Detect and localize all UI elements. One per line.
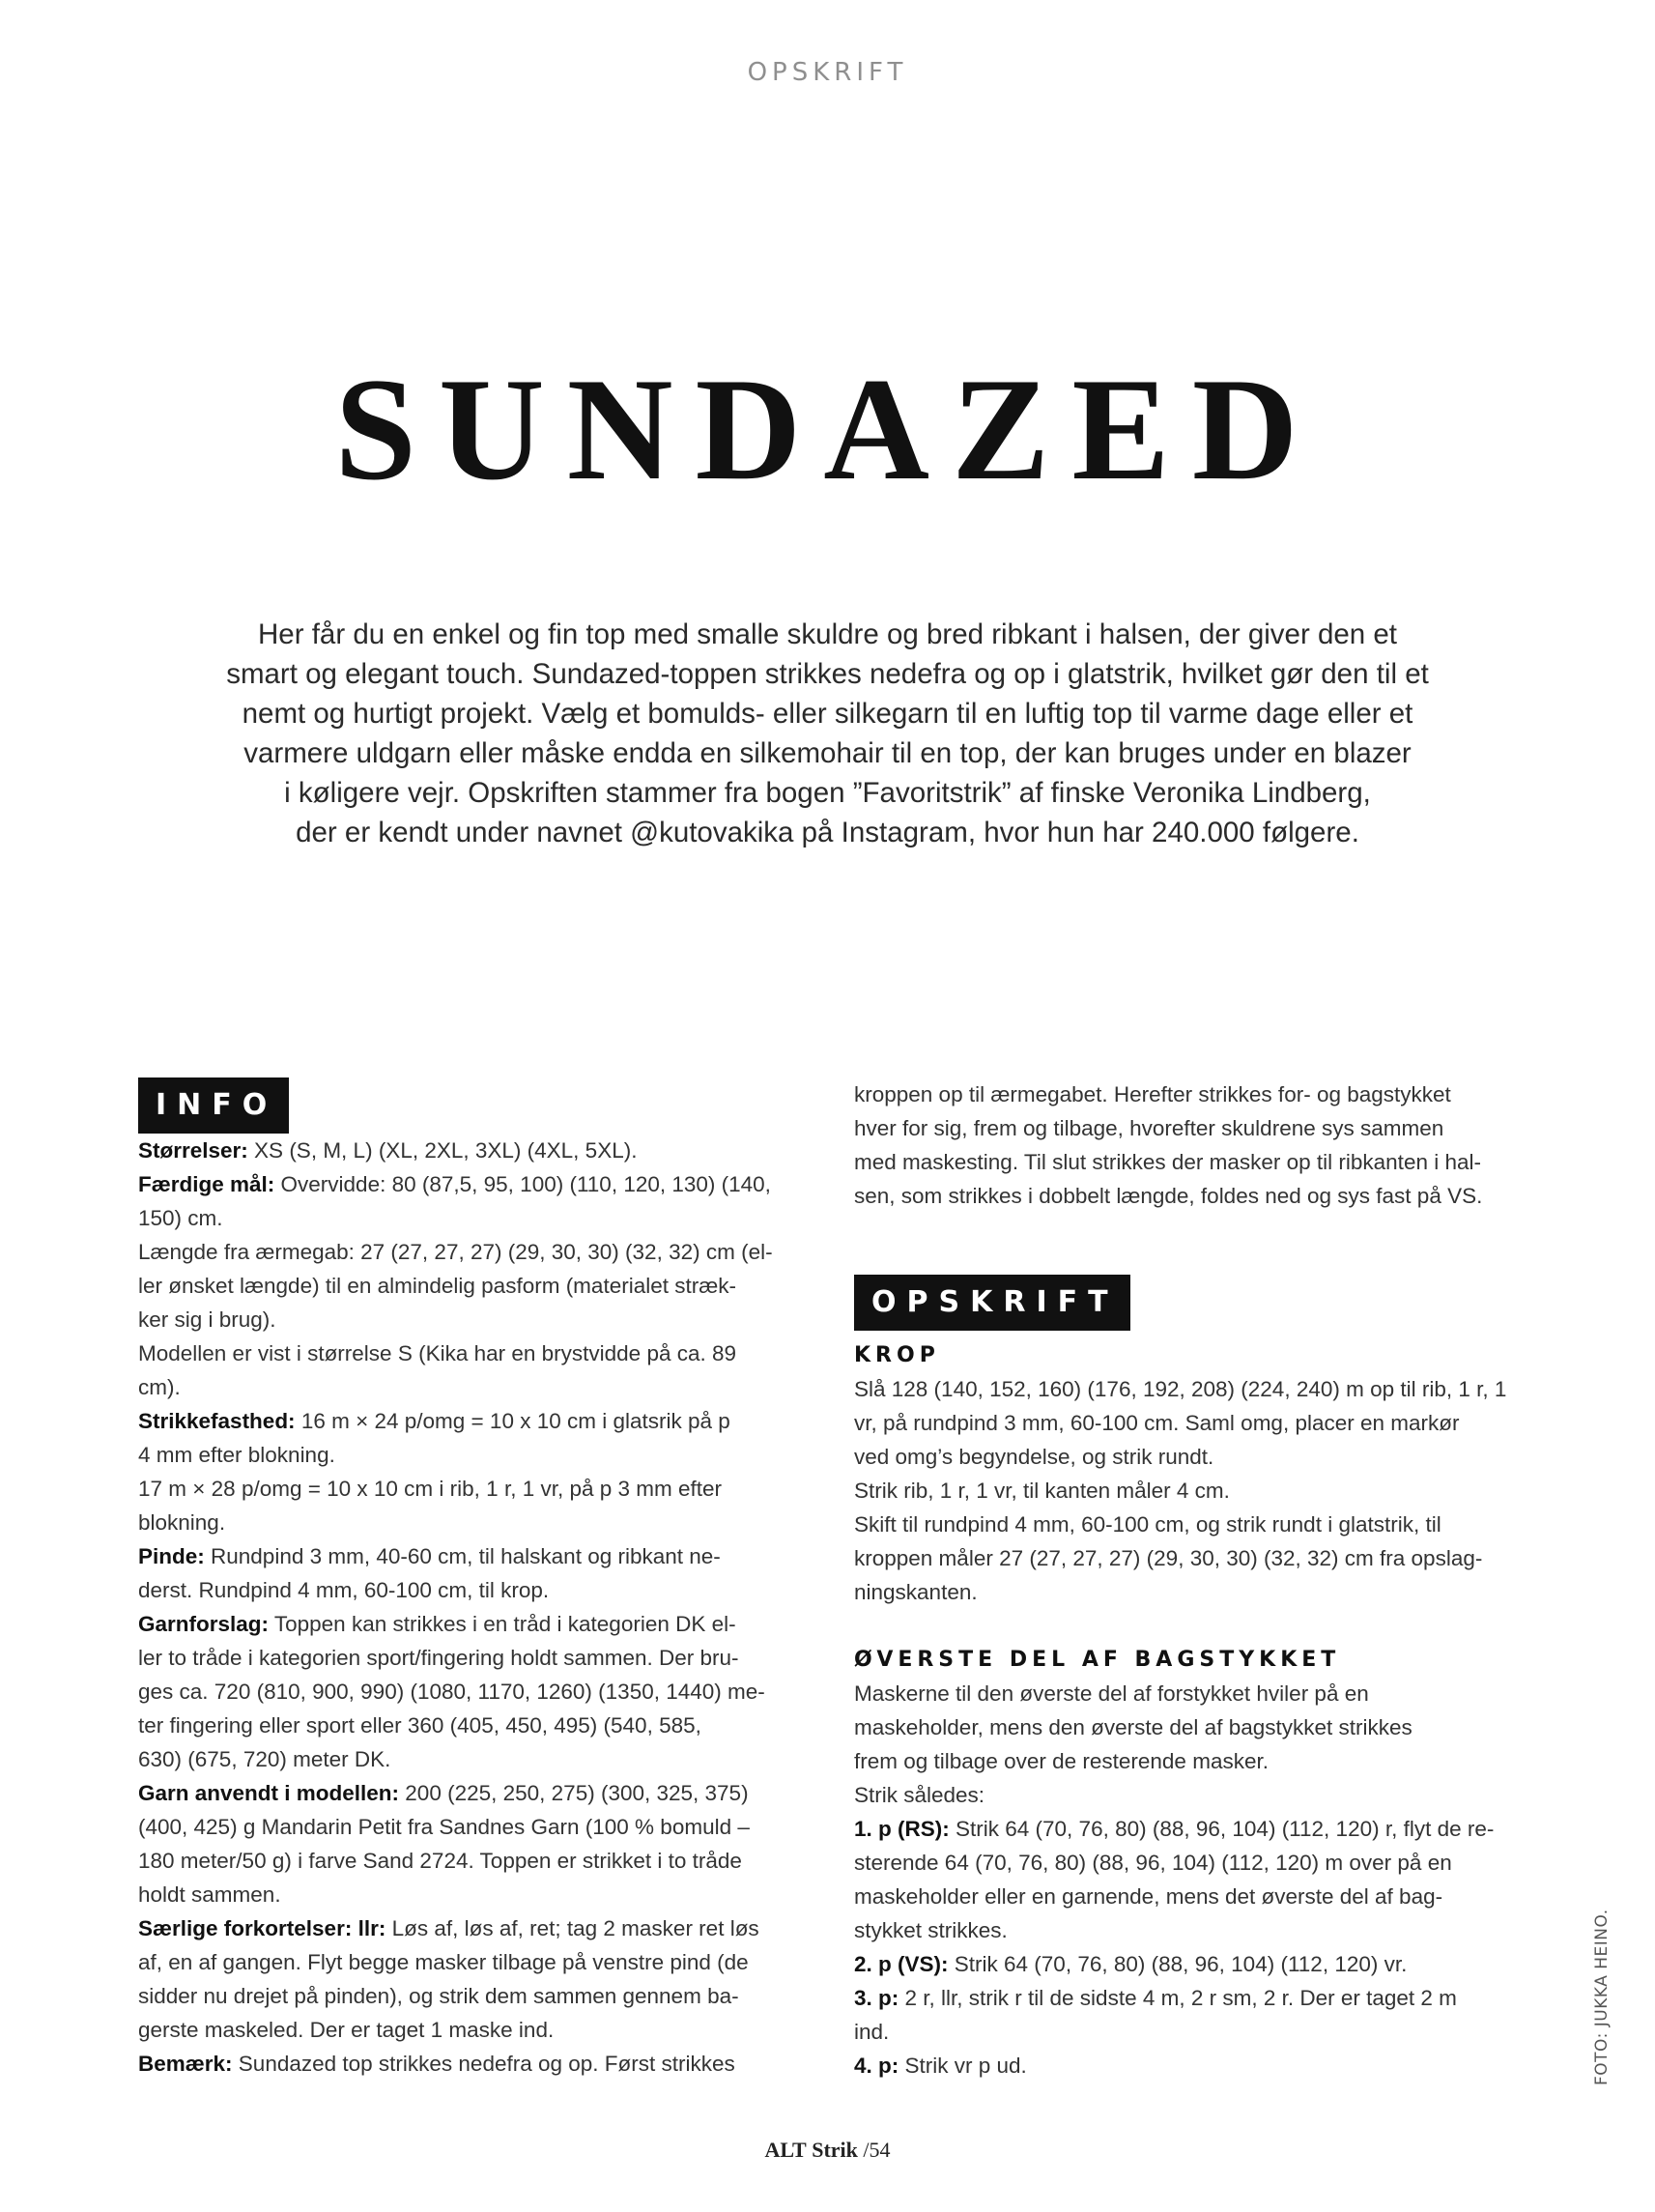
text-line — [854, 1947, 1530, 1981]
intro-line: nemt og hurtigt projekt. Vælg et bomulds- eller silkegarn til en luftig top til varme dage eller et — [242, 698, 1413, 730]
bold-term: Pinde: — [138, 1544, 205, 1568]
text-line — [138, 1776, 814, 1810]
line-text: 630) (675, 720) meter DK. — [138, 1747, 391, 1771]
line-text: ind. — [854, 2020, 890, 2044]
bold-term: Garn anvendt i modellen: — [138, 1781, 400, 1805]
text-line — [138, 1979, 814, 2013]
text-line — [138, 1844, 814, 1878]
text-line: ningskanten. — [854, 1580, 978, 1604]
info-text — [138, 1134, 814, 2081]
text-line — [138, 1675, 814, 1709]
text-line — [854, 1981, 1530, 2015]
line-text: cm). — [138, 1375, 181, 1399]
section-kicker: OPSKRIFT — [747, 58, 908, 87]
text-line — [138, 1134, 814, 1167]
bold-term: 2. p (VS): — [854, 1952, 949, 1976]
text-line — [138, 1742, 814, 1776]
text-line — [138, 1235, 814, 1269]
text-line — [854, 1812, 1530, 1846]
line-text: 180 meter/50 g) i farve Sand 2724. Toppen er strikket i to tråde — [138, 1849, 742, 1873]
text-line — [854, 1744, 1530, 1778]
info-column — [138, 1077, 814, 2081]
bold-term: 3. p: — [854, 1986, 899, 2010]
text-line — [138, 1945, 814, 1979]
text-line — [138, 1336, 814, 1370]
text-line — [854, 2015, 1530, 2049]
line-text: Overvidde: 80 (87,5, 95, 100) (110, 120, 130) (140, — [274, 1172, 771, 1196]
text-line — [138, 1303, 814, 1336]
text-line — [138, 1506, 814, 1539]
intro-line: varmere uldgarn eller måske endda en silkemohair til en top, der kan bruges under en blazer — [243, 737, 1412, 769]
bold-term: Garnforslag: — [138, 1612, 270, 1636]
line-text: 4 mm efter blokning. — [138, 1443, 335, 1467]
bagstykke-heading: ØVERSTE DEL AF BAGSTYKKET — [854, 1648, 1341, 1672]
intro-paragraph — [193, 615, 1462, 852]
line-text: 150) cm. — [138, 1206, 223, 1230]
line-text: Længde fra ærmegab: 27 (27, 27, 27) (29, 30, 30) (32, 32) cm (el- — [138, 1240, 773, 1264]
line-text: maskeholder eller en garnende, mens det øverste del af bag- — [854, 1884, 1443, 1909]
recipe-column — [854, 1077, 1530, 2083]
text-line — [138, 1472, 814, 1506]
line-text: Strik 64 (70, 76, 80) (88, 96, 104) (112, 120) r, flyt de re- — [949, 1817, 1495, 1841]
text-line: sen, som strikkes i dobbelt længde, foldes ned og sys fast på VS. — [854, 1184, 1483, 1208]
photo-credit: FOTO: JUKKA HEINO. — [1592, 1909, 1612, 2085]
intro-line: Her får du en enkel og fin top med smalle skuldre og bred ribkant i halsen, der giver den et — [257, 618, 1398, 650]
text-line — [138, 1641, 814, 1675]
text-line — [138, 1370, 814, 1404]
intro-line: i køligere vejr. Opskriften stammer fra bogen ”Favoritstrik” af finske Veronika Lindberg, — [284, 777, 1371, 809]
line-text: holdt sammen. — [138, 1882, 281, 1907]
line-text: sidder nu drejet på pinden), og strik dem sammen gennem ba- — [138, 1984, 739, 2008]
text-line — [138, 1539, 814, 1573]
bold-term: 4. p: — [854, 2054, 899, 2078]
text-line — [854, 1913, 1530, 1947]
text-line — [138, 1709, 814, 1742]
line-text: XS (S, M, L) (XL, 2XL, 3XL) (4XL, 5XL). — [247, 1138, 638, 1163]
line-text: blokning. — [138, 1510, 226, 1535]
page-footer — [0, 2138, 1655, 2163]
line-text: ler ønsket længde) til en almindelig pasform (materialet stræk- — [138, 1274, 736, 1298]
line-text: 17 m × 28 p/omg = 10 x 10 cm i rib, 1 r, 1 vr, på p 3 mm efter — [138, 1477, 723, 1501]
text-line: ved omg’s begyndelse, og strik rundt. — [854, 1445, 1214, 1469]
line-text: ker sig i brug). — [138, 1307, 276, 1332]
line-text: frem og tilbage over de resterende masker. — [854, 1749, 1269, 1773]
text-line — [138, 1438, 814, 1472]
text-line: kroppen måler 27 (27, 27, 27) (29, 30, 30) (32, 32) cm fra opslag- — [854, 1546, 1483, 1570]
line-text: Løs af, løs af, ret; tag 2 masker ret løs — [385, 1916, 759, 1940]
line-text: ges ca. 720 (810, 900, 990) (1080, 1170, 1260) (1350, 1440) me- — [138, 1680, 765, 1704]
text-line — [138, 2047, 814, 2081]
text-line — [138, 1878, 814, 1911]
intro-line: der er kendt under navnet @kutovakika på Instagram, hvor hun har 240.000 følgere. — [296, 817, 1359, 848]
text-line — [138, 1810, 814, 1844]
article-title: SUNDAZED — [334, 348, 1321, 510]
footer-brand: ALT — [764, 2138, 807, 2162]
line-text: Strik 64 (70, 76, 80) (88, 96, 104) (112, 120) vr. — [948, 1952, 1408, 1976]
line-text: af, en af gangen. Flyt begge masker tilbage på venstre pind (de — [138, 1950, 749, 1974]
line-text: 2 r, llr, strik r til de sidste 4 m, 2 r sm, 2 r. Der er taget 2 m — [899, 1986, 1457, 2010]
bold-term: Særlige forkortelser: llr: — [138, 1916, 386, 1940]
text-line — [138, 1269, 814, 1303]
line-text: sterende 64 (70, 76, 80) (88, 96, 104) (112, 120) m over på en — [854, 1851, 1452, 1875]
line-text: Toppen kan strikkes i en tråd i kategorien DK el- — [269, 1612, 736, 1636]
text-line: Strik rib, 1 r, 1 vr, til kanten måler 4 cm. — [854, 1479, 1230, 1503]
bold-term: Bemærk: — [138, 2052, 233, 2076]
text-line — [138, 1911, 814, 1945]
krop-heading: KROP — [854, 1343, 940, 1367]
text-line: hver for sig, frem og tilbage, hvorefter skuldrene sys sammen — [854, 1116, 1444, 1140]
line-text: (400, 425) g Mandarin Petit fra Sandnes Garn (100 % bomuld – — [138, 1815, 750, 1839]
line-text: Rundpind 3 mm, 40-60 cm, til halskant og ribkant ne- — [204, 1544, 721, 1568]
text-line: med maskesting. Til slut strikkes der masker op til ribkanten i hal- — [854, 1150, 1481, 1174]
line-text: derst. Rundpind 4 mm, 60-100 cm, til krop. — [138, 1578, 550, 1602]
line-text: Strik vr p ud. — [899, 2054, 1027, 2078]
bagstykke-text — [854, 1677, 1530, 2083]
line-text: ler to tråde i kategorien sport/fingering holdt sammen. Der bru- — [138, 1646, 739, 1670]
bold-term: Strikkefasthed: — [138, 1409, 296, 1433]
bold-term: Færdige mål: — [138, 1172, 275, 1196]
info-label: INFO — [138, 1077, 289, 1134]
footer-separator: / — [863, 2138, 870, 2162]
line-text: stykket strikkes. — [854, 1918, 1008, 1942]
page-number: 54 — [869, 2138, 891, 2162]
text-line — [854, 1677, 1530, 1710]
line-text: Sundazed top strikkes nedefra og op. Først strikkes — [232, 2052, 735, 2076]
text-line — [138, 1404, 814, 1438]
opskrift-label: OPSKRIFT — [854, 1275, 1130, 1331]
text-line — [854, 2049, 1530, 2083]
line-text: 200 (225, 250, 275) (300, 325, 375) — [399, 1781, 749, 1805]
line-text: 16 m × 24 p/omg = 10 x 10 cm i glatsrik på p — [295, 1409, 730, 1433]
intro-line: smart og elegant touch. Sundazed-toppen strikkes nedefra og op i glatstrik, hvilket gør den til et — [226, 658, 1429, 690]
text-line — [138, 2013, 814, 2047]
line-text: gerste maskeled. Der er taget 1 maske ind. — [138, 2018, 555, 2042]
text-line: Slå 128 (140, 152, 160) (176, 192, 208) (224, 240) m op til rib, 1 r, 1 — [854, 1377, 1507, 1401]
text-line — [854, 1710, 1530, 1744]
bold-term: Størrelser: — [138, 1138, 248, 1163]
line-text: ter fingering eller sport eller 360 (405, 450, 495) (540, 585, — [138, 1713, 701, 1738]
text-line — [138, 1201, 814, 1235]
text-line — [854, 1846, 1530, 1880]
text-line: vr, på rundpind 3 mm, 60-100 cm. Saml omg, placer en markør — [854, 1411, 1460, 1435]
text-line: kroppen op til ærmegabet. Herefter strikkes for- og bagstykket — [854, 1082, 1451, 1106]
text-line — [138, 1607, 814, 1641]
line-text: Strik således: — [854, 1783, 985, 1807]
line-text: Modellen er vist i størrelse S (Kika har en brystvidde på ca. 89 — [138, 1341, 737, 1365]
text-line: Skift til rundpind 4 mm, 60-100 cm, og strik rundt i glatstrik, til — [854, 1512, 1441, 1537]
text-line — [854, 1880, 1530, 1913]
text-line — [138, 1167, 814, 1201]
line-text: maskeholder, mens den øverste del af bagstykket strikkes — [854, 1715, 1412, 1739]
bold-term: 1. p (RS): — [854, 1817, 950, 1841]
text-line — [138, 1573, 814, 1607]
line-text: Maskerne til den øverste del af forstykket hviler på en — [854, 1681, 1369, 1706]
text-line — [854, 1778, 1530, 1812]
footer-magazine: Strik — [812, 2138, 858, 2162]
